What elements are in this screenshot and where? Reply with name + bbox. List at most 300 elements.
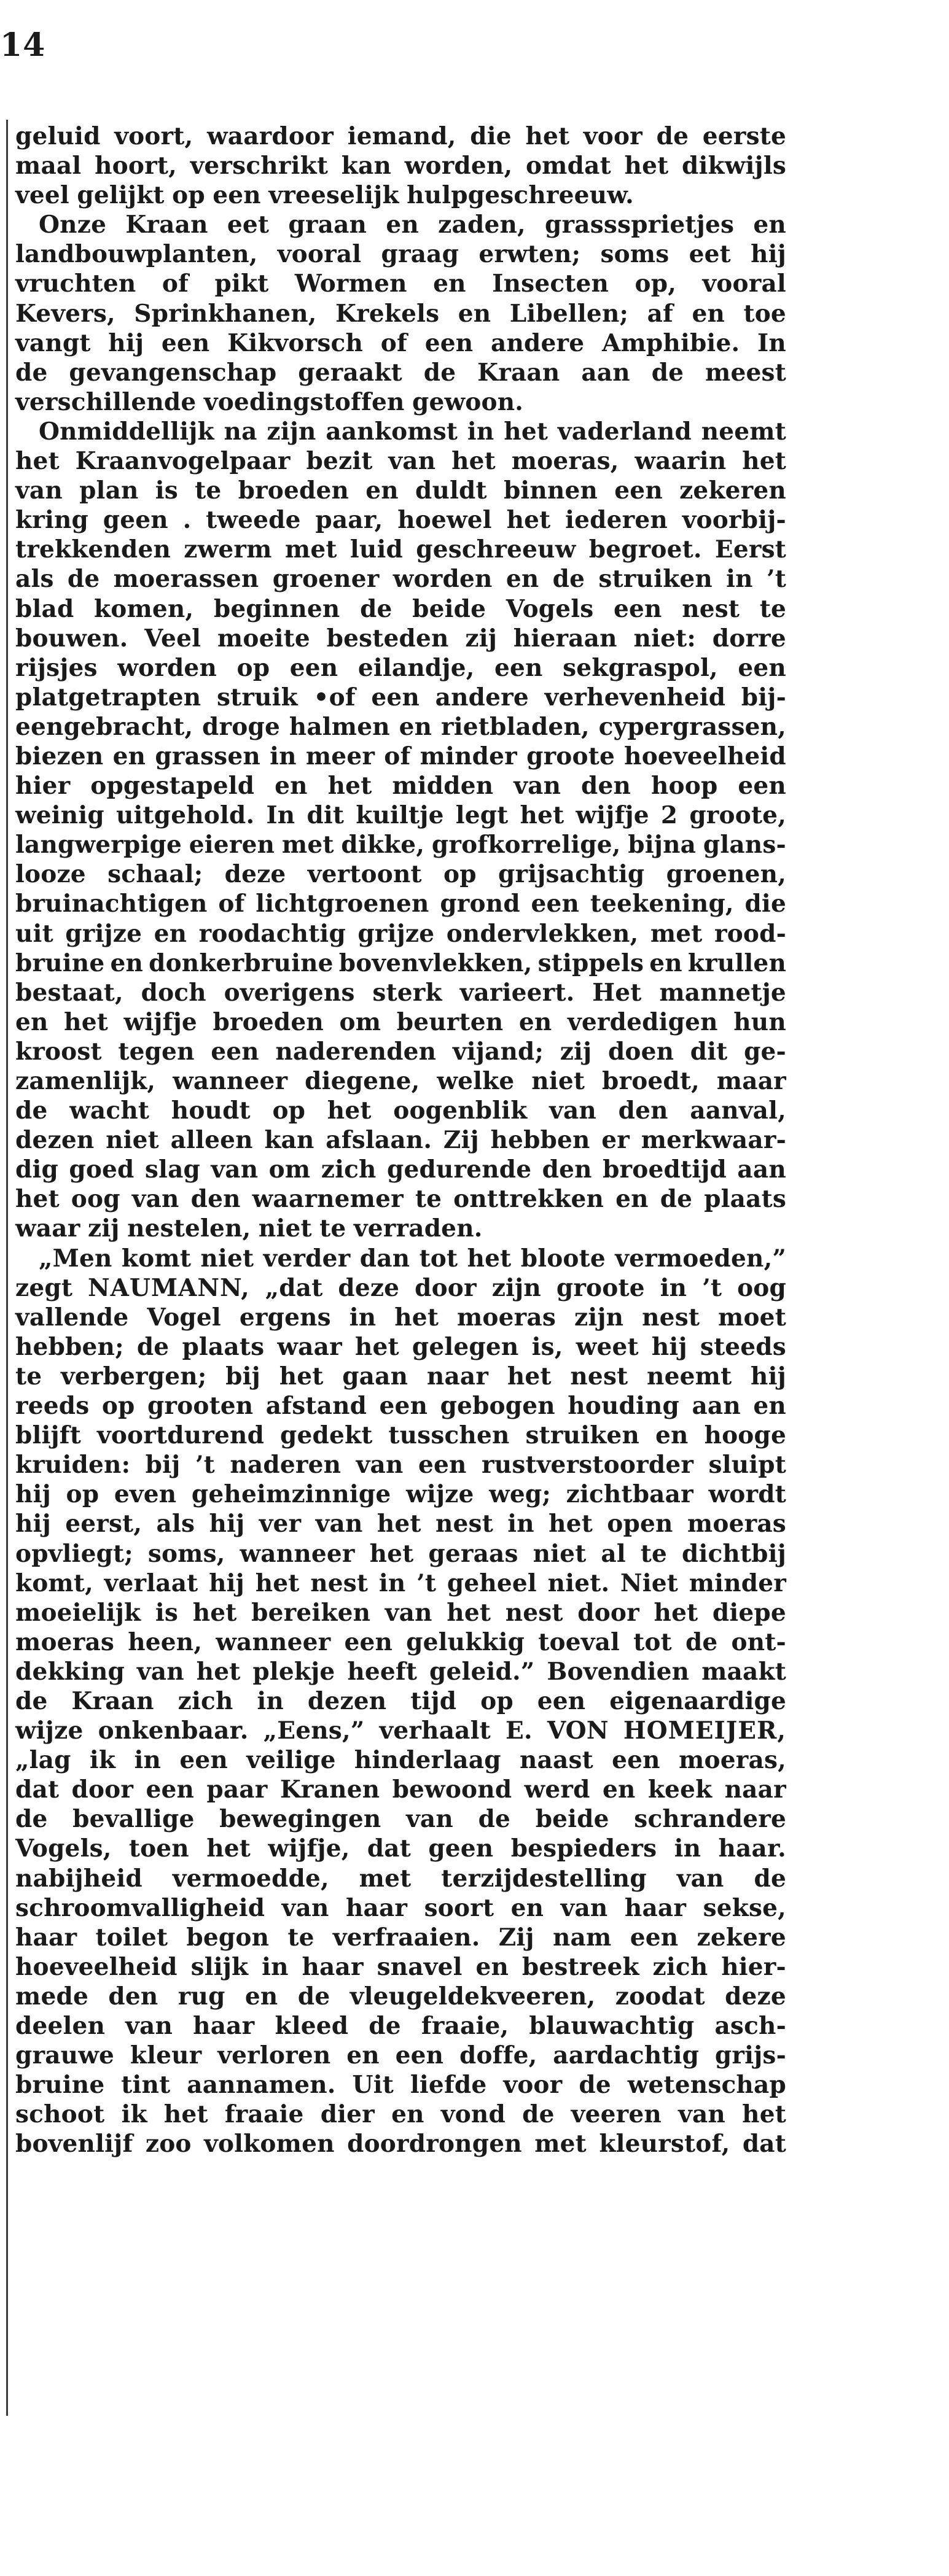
word: een [537,1686,586,1715]
word: geraakt [298,358,402,387]
word: kruiden: [15,1451,131,1480]
word: te [319,1214,346,1243]
word: bovenvlekken, [338,949,533,977]
text-line [15,1450,786,1480]
text-line [15,624,786,653]
text-line [15,919,786,949]
word: bezit [306,447,373,476]
text-line [15,1509,786,1538]
word: eengebracht, [15,712,193,741]
word: sluipt [708,1451,786,1480]
word: het [624,152,669,180]
word: veel [15,181,69,210]
word: NAUMANN, [87,1273,250,1302]
word: moeras, [679,1746,786,1775]
word: ’t [767,565,786,594]
word: wijfje [123,1007,197,1036]
word: een [161,328,210,357]
word: geen [428,1834,494,1863]
word: fraaie, [421,2012,509,2040]
word: het [369,1539,414,1568]
word: en [386,211,419,239]
word: hoort, [95,152,177,180]
word: hoeveelheid [15,1952,178,1981]
word: met [281,831,334,859]
text-line [15,2041,786,2070]
word: gedekt [280,1421,373,1450]
word: haar [15,1923,77,1952]
word: wanneer [216,1627,331,1656]
word: groenen, [666,860,786,889]
word: grofkorrelige, [431,831,621,859]
word: Kranen [279,1775,380,1804]
word: bevallige [72,1805,195,1834]
text-line [15,358,786,387]
text-line [15,1155,786,1184]
word: minder [420,742,517,770]
word: in [674,1834,701,1863]
word: vond [440,2100,506,2129]
word: dit [307,801,345,830]
word: blijft [15,1421,82,1450]
word: nam [552,1923,612,1952]
word: van [514,772,561,801]
word: struiken [525,1421,639,1450]
text-line [15,2011,786,2041]
text-line [15,122,786,151]
word: en [602,1775,636,1804]
text-line [15,801,786,830]
word: de [656,122,689,150]
text-line [15,1686,786,1716]
word: en [154,919,187,948]
word: beide [535,1805,609,1834]
word: fraaie [224,2100,304,2129]
text-line [15,683,786,712]
word: reeds [15,1392,90,1421]
word: dig [15,1155,58,1184]
word: geraas [428,1539,518,1568]
word: bruine [15,2071,105,2100]
word: de [369,2012,401,2040]
word: schroomvalligheid [15,1893,265,1922]
word: worden [392,565,493,594]
word: de [754,1864,786,1893]
word: het [549,1510,593,1538]
word: een [738,653,786,682]
word: veeren [571,2100,662,2129]
word: Uit [352,2071,394,2100]
word: hier [15,772,71,801]
word: wordt [708,1480,786,1509]
word: begon [186,1923,270,1952]
word: en [655,1421,689,1450]
word: een [614,476,663,505]
word: weinig [15,801,104,830]
word: sterk [372,978,442,1007]
word: op [172,181,205,210]
word: kleed [275,2012,349,2040]
word: moerassen [113,565,259,594]
word: verhevenheid [544,683,726,712]
word: begroet. [588,535,702,564]
word: hij [209,1510,245,1538]
word: niet [533,1539,587,1568]
word: de [15,1096,48,1125]
word: erwten; [478,240,581,269]
word: het [64,1007,108,1036]
word: het [377,1510,421,1538]
word: hij [751,1362,786,1391]
word: moet [718,1303,786,1332]
word: gelukkig [406,1627,525,1656]
word: wanneer [173,1067,288,1095]
word: weg; [489,1480,551,1509]
word: cypergrassen, [598,712,786,741]
word: hier- [721,1952,786,1981]
word: voortdurend [96,1421,265,1450]
word: hij [751,240,786,269]
word: Kraan [125,211,208,239]
word: diepe [712,1598,786,1627]
word: mede [15,1982,88,2011]
word: en [458,299,491,328]
text-line [15,949,786,978]
word: de [423,358,456,387]
word: het [15,1185,60,1214]
word: schrandere [634,1805,786,1834]
word: aan [737,1155,786,1184]
text-line [15,1952,786,1982]
word: het [447,1598,491,1627]
word: hoop [650,772,718,801]
text-line [15,594,786,624]
word: vreeselijk [268,181,399,210]
word: om [268,1155,311,1184]
word: in [262,1952,289,1981]
word: het [507,1362,552,1391]
word: zekere [697,1923,786,1952]
word: aan [581,358,630,387]
word: snavel [377,1952,463,1981]
word: de [478,1805,511,1834]
word: lichtgroenen [256,890,429,918]
word: Amphibie. [602,328,740,357]
word: kroost [15,1037,102,1066]
word: na [224,417,257,446]
word: op [480,1686,514,1715]
text-line [15,830,786,859]
word: gaan [342,1362,408,1391]
word: soms, [147,1539,225,1568]
word: zij [87,1214,120,1243]
word: nest [310,1569,369,1597]
text-line [15,1775,786,1804]
word: Wormen [294,270,407,298]
word: toilet [95,1923,168,1952]
word: alleen [170,1126,253,1155]
word: een [424,328,474,357]
text-line [15,1037,786,1066]
word: al [601,1539,626,1568]
word: van [388,447,436,476]
word: gelegen [412,1332,519,1361]
word: heeft [347,1657,418,1686]
word: eigenaardige [609,1686,786,1715]
word: vermoeden,” [615,1244,786,1273]
word: plan [79,476,139,505]
text-line [15,1214,786,1243]
word: de [297,1982,330,2011]
word: het [327,772,372,801]
word: voor [503,2071,563,2100]
word: het [15,447,60,476]
text-line [15,1982,786,2011]
word: vooral [277,240,362,269]
text-line [15,859,786,889]
word: hoewel [397,506,492,535]
word: het [742,447,786,476]
word: midden [392,772,494,801]
text-line [15,1421,786,1450]
word: Vogels [506,594,594,623]
word: haar [193,2012,255,2040]
word: zoo [145,2130,192,2159]
word: Kevers, [15,299,115,328]
word: door [415,1273,477,1302]
word: komt [121,1244,192,1273]
word: schoot [15,2100,105,2129]
word: veilige [246,1746,336,1775]
word: toeval [538,1627,620,1656]
text-line [15,1539,786,1569]
word: moeras [15,1627,115,1656]
word: hij [651,1332,687,1361]
word: bereiken [251,1598,371,1627]
text-line [15,1627,786,1657]
word: de [685,1627,718,1656]
text-line [15,1096,786,1125]
word: en [506,565,539,594]
word: tegen [118,1037,195,1066]
word: bij- [741,683,786,712]
word: Kraan [477,358,560,387]
word: in [270,742,297,770]
word: in [257,1686,284,1715]
word: ge- [744,1037,786,1066]
text-line [15,1362,786,1391]
word: rijsjes [15,653,98,682]
word: paar, [315,506,383,535]
word: Bovendien [547,1657,690,1686]
word: bij [145,1451,181,1480]
word: er [601,1126,630,1155]
word: bijna [628,831,697,859]
word: grijsachtig [498,860,645,889]
word: broedt, [601,1067,700,1095]
word: als [156,1510,195,1538]
word: van [315,1510,363,1538]
word: bruinachtigen [15,890,208,918]
word: paar [206,1775,268,1804]
word: verschrikt [190,152,329,180]
word: zich [178,1686,233,1715]
word: dat [367,1834,411,1863]
word: grooten [147,1392,254,1421]
word: van [549,1096,596,1125]
word: hebben [490,1126,590,1155]
word: door [577,1598,639,1627]
word: verraden. [353,1214,483,1243]
word: haar [624,1893,687,1922]
word: de [67,565,100,594]
word: hoeveelheid [624,742,786,770]
word: dan [359,1244,410,1273]
text-line [15,1480,786,1509]
word: Eerst [714,535,786,564]
word: die [744,890,786,918]
word: houdt [171,1096,251,1125]
text-line [15,2100,786,2129]
word: moeite [217,624,310,653]
word: hij [209,1569,244,1597]
word: wanneer [240,1539,355,1568]
word: en [692,299,725,328]
word: vangt [15,328,91,357]
word: of [162,270,189,298]
word: nabijheid [15,1864,143,1893]
word: nest [682,594,740,623]
word: het [742,2100,786,2129]
text-line [15,1716,786,1745]
word: de [522,2100,555,2129]
word: luid [350,535,403,564]
text-line [15,1007,786,1037]
word: „Eens,” [263,1717,365,1745]
word: In [266,801,295,830]
text-line [15,210,786,239]
word: plaats [182,1332,265,1361]
word: verhaalt [379,1717,491,1745]
word: andere [491,328,585,357]
word: maar [716,1067,786,1095]
word: is [155,1598,179,1627]
word: het [255,1569,300,1597]
word: vallende [15,1303,129,1332]
word: nestelen, [127,1214,251,1243]
word: niet. [547,1569,610,1597]
word: gebogen [440,1392,555,1421]
word: biezen [15,742,104,770]
word: een [418,1451,467,1480]
word: niet [106,1126,159,1155]
text-line [15,564,786,594]
word: is, [531,1332,563,1361]
word: de [15,1805,48,1834]
word: een [395,2041,444,2070]
word: nest [570,1362,628,1391]
word: beurten [396,1007,504,1036]
word: van [211,1155,259,1184]
word: bewegingen [219,1805,381,1834]
word: te [640,1539,668,1568]
word: een [371,683,420,712]
word: op [443,860,477,889]
word: zijn [574,1303,624,1332]
word: Insecten [492,270,609,298]
word: te [415,1185,442,1214]
word: en [112,742,146,770]
word: binnen [503,476,598,505]
word: bij [225,1362,260,1391]
word: een [612,1746,660,1775]
word: haar. [718,1834,786,1863]
word: waarin [635,447,727,476]
word: Het [592,978,642,1007]
word: grijze [65,919,143,948]
word: vermoedde, [172,1864,329,1893]
text-line [15,328,786,358]
word: nest [505,1598,563,1627]
word: welke [437,1067,515,1095]
word: rustverstoorder [482,1451,694,1480]
word: halmen [289,712,390,741]
word: zich [652,1952,708,1981]
word: een [614,594,662,623]
word: trekkenden [15,535,171,564]
word: „Men [39,1244,112,1273]
word: hinderlaag [354,1746,501,1775]
word: of [384,742,411,770]
word: graan [288,211,367,239]
word: hij [15,1510,51,1538]
word: niet [200,1244,254,1273]
word: rietbladen, [441,712,590,741]
word: den [542,1155,592,1184]
word: hebben; [15,1332,124,1361]
word: slijk [190,1952,249,1981]
word: van [678,2100,725,2129]
word: overigens [224,978,355,1007]
word: aanval, [690,1096,786,1125]
word: aan [692,1392,741,1421]
text-line [15,1569,786,1598]
word: een [531,890,580,918]
page-number: 14 [0,26,46,64]
word: en [244,1982,278,2011]
word: de [15,1686,48,1715]
word: af [647,299,674,328]
word: zwerm [184,535,272,564]
word: en [399,712,432,741]
word: tijd [410,1686,457,1715]
word: dikwijls [682,152,786,180]
word: meer [305,742,375,770]
word: verlaat [104,1569,198,1597]
word: een [179,1746,228,1775]
word: voor [583,122,642,150]
word: terzijdestelling [441,1864,647,1893]
word: bewoond [392,1775,512,1804]
word: dezen [307,1686,387,1715]
word: ’t [195,1451,215,1480]
word: slag [144,1155,201,1184]
word: legt [455,801,509,830]
word: naast [519,1746,593,1775]
word: maal [15,152,82,180]
word: soms [600,240,670,269]
word: omdat [525,152,611,180]
